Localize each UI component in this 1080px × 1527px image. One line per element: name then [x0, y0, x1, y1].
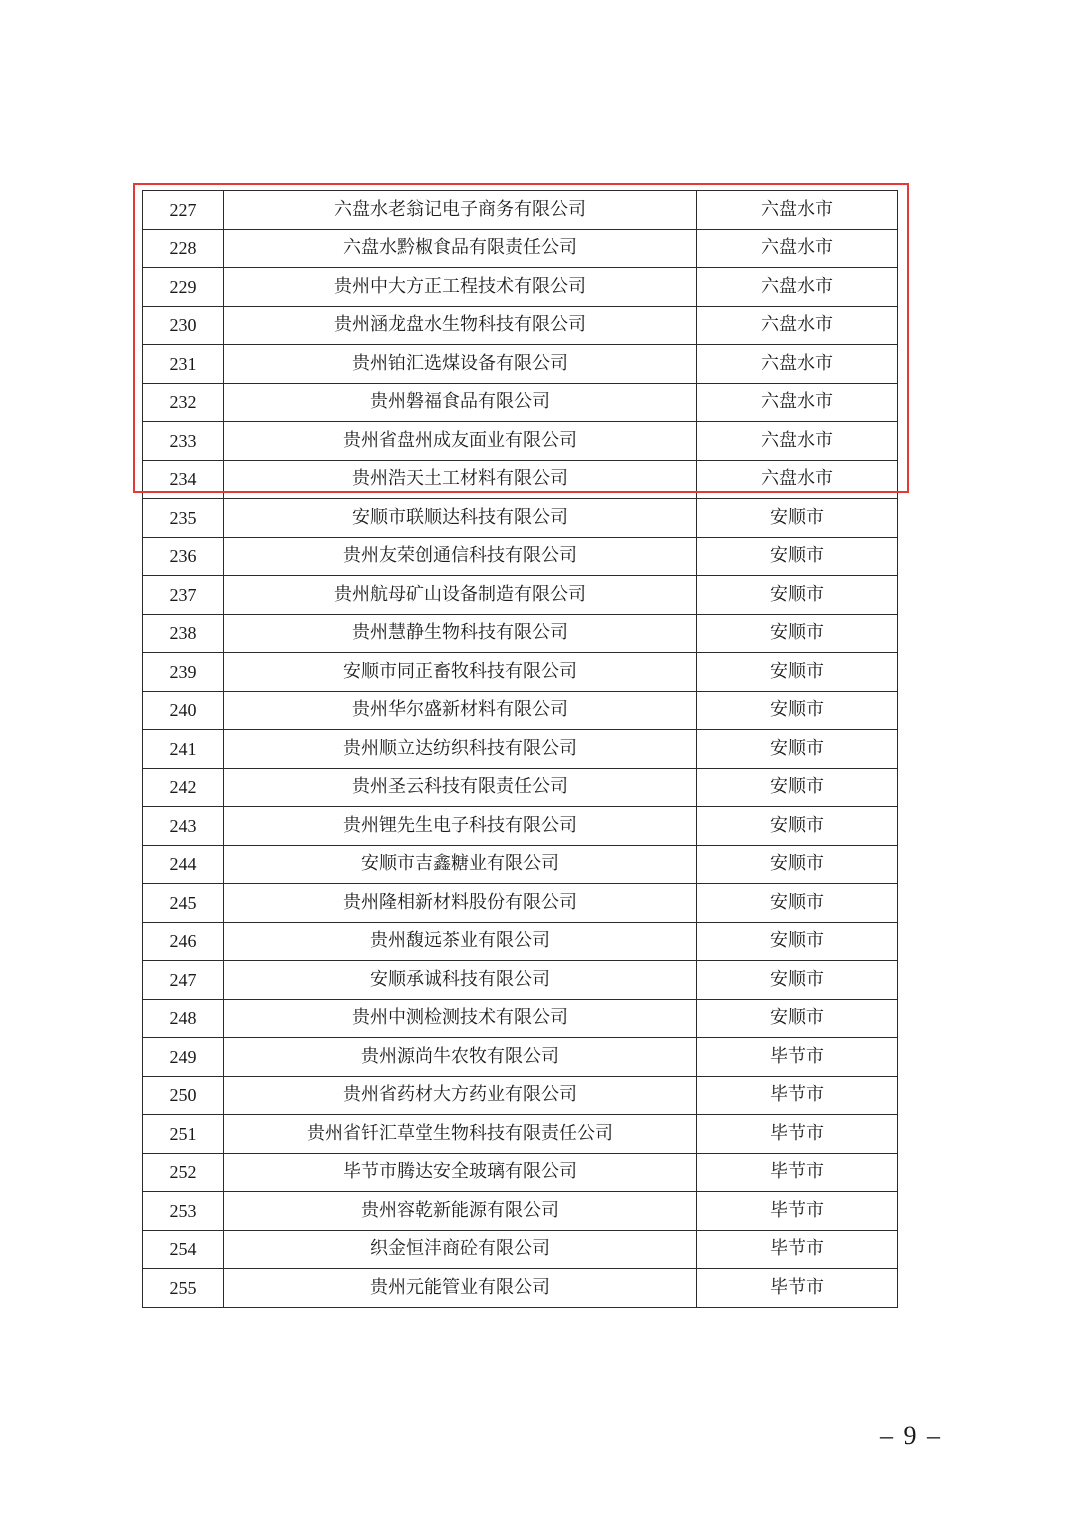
company-name: 贵州浩天土工材料有限公司	[224, 460, 697, 499]
row-number: 241	[143, 730, 224, 769]
table-row	[143, 961, 898, 1000]
table-row	[143, 653, 898, 692]
company-name: 贵州友荣创通信科技有限公司	[224, 537, 697, 576]
city-name: 毕节市	[697, 1038, 898, 1077]
company-name: 安顺承诚科技有限公司	[224, 961, 697, 1000]
company-name: 安顺市同正畜牧科技有限公司	[224, 653, 697, 692]
company-table	[142, 190, 898, 1308]
row-number: 253	[143, 1192, 224, 1231]
company-name: 贵州铂汇选煤设备有限公司	[224, 345, 697, 384]
city-name: 毕节市	[697, 1269, 898, 1308]
city-name: 六盘水市	[697, 268, 898, 307]
city-name: 毕节市	[697, 1192, 898, 1231]
row-number: 240	[143, 691, 224, 730]
company-name: 贵州元能管业有限公司	[224, 1269, 697, 1308]
table-row	[143, 460, 898, 499]
table-row	[143, 884, 898, 923]
row-number: 229	[143, 268, 224, 307]
row-number: 251	[143, 1115, 224, 1154]
row-number: 233	[143, 422, 224, 461]
row-number: 238	[143, 614, 224, 653]
city-name: 毕节市	[697, 1115, 898, 1154]
row-number: 243	[143, 807, 224, 846]
city-name: 六盘水市	[697, 383, 898, 422]
table-row	[143, 383, 898, 422]
row-number: 230	[143, 306, 224, 345]
company-name: 贵州中测检测技术有限公司	[224, 999, 697, 1038]
company-name: 贵州省药材大方药业有限公司	[224, 1076, 697, 1115]
table-row	[143, 1076, 898, 1115]
city-name: 安顺市	[697, 768, 898, 807]
company-name: 贵州容乾新能源有限公司	[224, 1192, 697, 1231]
city-name: 六盘水市	[697, 191, 898, 230]
city-name: 安顺市	[697, 730, 898, 769]
city-name: 安顺市	[697, 999, 898, 1038]
table-row	[143, 499, 898, 538]
company-name: 贵州圣云科技有限责任公司	[224, 768, 697, 807]
table-row	[143, 768, 898, 807]
city-name: 毕节市	[697, 1230, 898, 1269]
table-row	[143, 345, 898, 384]
company-name: 贵州馥远茶业有限公司	[224, 922, 697, 961]
company-name: 六盘水黔椒食品有限责任公司	[224, 229, 697, 268]
company-name: 贵州磐福食品有限公司	[224, 383, 697, 422]
table-row	[143, 1230, 898, 1269]
city-name: 安顺市	[697, 961, 898, 1000]
company-name: 贵州慧静生物科技有限公司	[224, 614, 697, 653]
row-number: 250	[143, 1076, 224, 1115]
row-number: 228	[143, 229, 224, 268]
row-number: 254	[143, 1230, 224, 1269]
company-name: 贵州涵龙盘水生物科技有限公司	[224, 306, 697, 345]
company-name: 贵州源尚牛农牧有限公司	[224, 1038, 697, 1077]
row-number: 227	[143, 191, 224, 230]
table-row	[143, 537, 898, 576]
row-number: 255	[143, 1269, 224, 1308]
company-name: 贵州省盘州成友面业有限公司	[224, 422, 697, 461]
company-name: 贵州华尔盛新材料有限公司	[224, 691, 697, 730]
table-row	[143, 422, 898, 461]
city-name: 安顺市	[697, 499, 898, 538]
company-name: 贵州中大方正工程技术有限公司	[224, 268, 697, 307]
city-name: 安顺市	[697, 576, 898, 615]
city-name: 安顺市	[697, 807, 898, 846]
row-number: 252	[143, 1153, 224, 1192]
table-row	[143, 999, 898, 1038]
row-number: 231	[143, 345, 224, 384]
row-number: 248	[143, 999, 224, 1038]
row-number: 246	[143, 922, 224, 961]
city-name: 六盘水市	[697, 460, 898, 499]
city-name: 安顺市	[697, 537, 898, 576]
table-row	[143, 229, 898, 268]
table-row	[143, 1153, 898, 1192]
row-number: 244	[143, 845, 224, 884]
table-row	[143, 845, 898, 884]
company-name: 六盘水老翁记电子商务有限公司	[224, 191, 697, 230]
company-name: 安顺市联顺达科技有限公司	[224, 499, 697, 538]
city-name: 安顺市	[697, 614, 898, 653]
table-row	[143, 691, 898, 730]
table-row	[143, 1269, 898, 1308]
city-name: 安顺市	[697, 884, 898, 923]
row-number: 234	[143, 460, 224, 499]
city-name: 六盘水市	[697, 229, 898, 268]
row-number: 239	[143, 653, 224, 692]
city-name: 安顺市	[697, 845, 898, 884]
page-number: – 9 –	[880, 1421, 942, 1450]
company-name: 贵州航母矿山设备制造有限公司	[224, 576, 697, 615]
city-name: 安顺市	[697, 691, 898, 730]
table-body	[143, 191, 898, 1308]
table-row	[143, 1192, 898, 1231]
row-number: 247	[143, 961, 224, 1000]
row-number: 237	[143, 576, 224, 615]
row-number: 232	[143, 383, 224, 422]
city-name: 毕节市	[697, 1076, 898, 1115]
city-name: 安顺市	[697, 653, 898, 692]
table-row	[143, 306, 898, 345]
table-row	[143, 268, 898, 307]
table-row	[143, 576, 898, 615]
table-row	[143, 1115, 898, 1154]
company-name: 织金恒沣商砼有限公司	[224, 1230, 697, 1269]
row-number: 242	[143, 768, 224, 807]
company-name: 贵州隆相新材料股份有限公司	[224, 884, 697, 923]
table-row	[143, 730, 898, 769]
row-number: 249	[143, 1038, 224, 1077]
table-row	[143, 1038, 898, 1077]
city-name: 安顺市	[697, 922, 898, 961]
city-name: 六盘水市	[697, 306, 898, 345]
company-name: 贵州省钎汇草堂生物科技有限责任公司	[224, 1115, 697, 1154]
table-row	[143, 807, 898, 846]
row-number: 235	[143, 499, 224, 538]
city-name: 毕节市	[697, 1153, 898, 1192]
table-row	[143, 191, 898, 230]
company-name: 安顺市吉鑫糖业有限公司	[224, 845, 697, 884]
company-name: 毕节市腾达安全玻璃有限公司	[224, 1153, 697, 1192]
table-row	[143, 614, 898, 653]
table-row	[143, 922, 898, 961]
city-name: 六盘水市	[697, 422, 898, 461]
row-number: 245	[143, 884, 224, 923]
row-number: 236	[143, 537, 224, 576]
company-name: 贵州锂先生电子科技有限公司	[224, 807, 697, 846]
company-name: 贵州顺立达纺织科技有限公司	[224, 730, 697, 769]
city-name: 六盘水市	[697, 345, 898, 384]
